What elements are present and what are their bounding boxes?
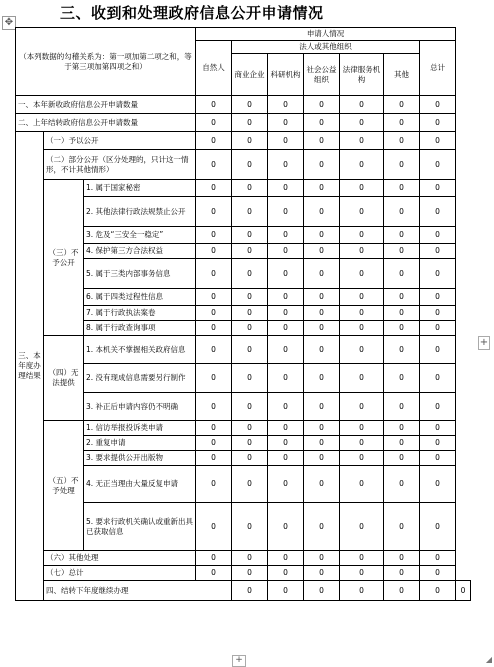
row-label: （六）其他处理 [44,551,196,566]
resize-handle-icon[interactable]: ◢ [485,655,492,664]
row-label: 1. 属于国家秘密 [84,180,196,197]
row-label: 四、结转下年度继续办理 [44,581,232,601]
value-cell[interactable]: 0 [420,364,456,393]
value-cell[interactable]: 0 [268,306,304,321]
value-cell[interactable]: 0 [304,150,340,180]
value-cell[interactable]: 0 [340,581,384,601]
value-cell[interactable]: 0 [340,306,384,321]
value-cell[interactable]: 0 [304,289,340,306]
row-label: （一）予以公开 [44,132,196,150]
value-cell[interactable]: 0 [384,227,420,244]
value-cell[interactable]: 0 [384,150,420,180]
value-cell[interactable]: 0 [268,259,304,289]
value-cell[interactable]: 0 [304,227,340,244]
value-cell[interactable]: 0 [420,150,456,180]
value-cell[interactable]: 0 [232,393,268,421]
header-applicant: 申请人情况 [196,28,456,41]
value-cell[interactable]: 0 [384,114,420,132]
value-cell[interactable]: 0 [384,180,420,197]
value-cell[interactable]: 0 [340,421,384,436]
value-cell[interactable]: 0 [304,321,340,336]
value-cell[interactable]: 0 [196,364,232,393]
value-cell[interactable]: 0 [384,566,420,581]
value-cell[interactable]: 0 [304,244,340,259]
value-cell[interactable]: 0 [196,306,232,321]
row-label: 4. 无正当理由大量反复申请 [84,466,196,503]
value-cell[interactable]: 0 [384,321,420,336]
value-cell[interactable]: 0 [384,581,420,601]
value-cell[interactable]: 0 [268,581,304,601]
row-label: 6. 属于四类过程性信息 [84,289,196,306]
value-cell[interactable]: 0 [268,566,304,581]
value-cell[interactable]: 0 [304,421,340,436]
value-cell[interactable]: 0 [268,393,304,421]
value-cell[interactable]: 0 [196,259,232,289]
add-row-icon[interactable]: + [232,655,246,667]
value-cell[interactable]: 0 [304,180,340,197]
value-cell[interactable]: 0 [232,306,268,321]
row-label: 7. 属于行政执法案卷 [84,306,196,321]
value-cell[interactable]: 0 [340,393,384,421]
value-cell[interactable]: 0 [384,244,420,259]
value-cell[interactable]: 0 [304,96,340,114]
value-cell[interactable]: 0 [340,150,384,180]
row-label: 3. 要求提供公开出版物 [84,451,196,466]
value-cell[interactable]: 0 [268,466,304,503]
value-cell[interactable]: 0 [304,306,340,321]
value-cell[interactable]: 0 [420,244,456,259]
value-cell[interactable]: 0 [232,364,268,393]
row-label: 8. 属于行政查询事项 [84,321,196,336]
value-cell[interactable]: 0 [196,96,232,114]
row-label: 5. 属于三类内部事务信息 [84,259,196,289]
value-cell[interactable]: 0 [384,451,420,466]
value-cell[interactable]: 0 [268,321,304,336]
add-column-icon[interactable]: + [479,337,489,348]
value-cell[interactable]: 0 [340,132,384,150]
group-label: （五）不予处理 [44,421,84,551]
value-cell[interactable]: 0 [420,503,456,551]
row-label: 3. 危及“三安全一稳定” [84,227,196,244]
value-cell[interactable]: 0 [196,321,232,336]
value-cell[interactable]: 0 [196,566,232,581]
value-cell[interactable]: 0 [304,551,340,566]
header-total: 总计 [420,41,456,96]
value-cell[interactable]: 0 [384,364,420,393]
value-cell[interactable]: 0 [268,289,304,306]
value-cell[interactable]: 0 [232,150,268,180]
value-cell[interactable]: 0 [340,259,384,289]
value-cell[interactable]: 0 [196,197,232,227]
value-cell[interactable]: 0 [232,244,268,259]
value-cell[interactable]: 0 [232,259,268,289]
value-cell[interactable]: 0 [304,581,340,601]
value-cell[interactable]: 0 [420,306,456,321]
value-cell[interactable]: 0 [304,197,340,227]
group-label: （三）不予公开 [44,180,84,336]
value-cell[interactable]: 0 [340,336,384,364]
value-cell[interactable]: 0 [340,364,384,393]
value-cell[interactable]: 0 [268,96,304,114]
value-cell[interactable]: 0 [232,436,268,451]
value-cell[interactable]: 0 [232,132,268,150]
value-cell[interactable]: 0 [304,114,340,132]
value-cell[interactable]: 0 [304,336,340,364]
value-cell[interactable]: 0 [232,114,268,132]
row-label: （七）总计 [44,566,196,581]
row-label: 4. 保护第三方合法权益 [84,244,196,259]
value-cell[interactable]: 0 [304,503,340,551]
row-label: 1. 信访举报投诉类申请 [84,421,196,436]
value-cell[interactable]: 0 [340,436,384,451]
value-cell[interactable]: 0 [268,421,304,436]
value-cell[interactable]: 0 [196,421,232,436]
value-cell[interactable]: 0 [384,132,420,150]
value-cell[interactable]: 0 [420,421,456,436]
value-cell[interactable]: 0 [420,259,456,289]
value-cell[interactable]: 0 [340,466,384,503]
value-cell[interactable]: 0 [196,227,232,244]
value-cell[interactable]: 0 [420,321,456,336]
value-cell[interactable]: 0 [268,132,304,150]
value-cell[interactable]: 0 [384,306,420,321]
header-research: 科研机构 [268,54,304,96]
row-label: 5. 要求行政机关确认或重新出具已获取信息 [84,503,196,551]
value-cell[interactable]: 0 [420,180,456,197]
value-cell[interactable]: 0 [268,197,304,227]
row-label: 二、上年结转政府信息公开申请数量 [16,114,196,132]
value-cell[interactable]: 0 [420,289,456,306]
value-cell[interactable]: 0 [268,180,304,197]
value-cell[interactable]: 0 [232,336,268,364]
value-cell[interactable]: 0 [420,227,456,244]
value-cell[interactable]: 0 [340,227,384,244]
value-cell[interactable]: 0 [384,289,420,306]
value-cell[interactable]: 0 [384,336,420,364]
value-cell[interactable]: 0 [268,503,304,551]
value-cell[interactable]: 0 [304,451,340,466]
value-cell[interactable]: 0 [420,393,456,421]
value-cell[interactable]: 0 [232,197,268,227]
value-cell[interactable]: 0 [232,421,268,436]
value-cell[interactable]: 0 [232,227,268,244]
value-cell[interactable]: 0 [196,336,232,364]
value-cell[interactable]: 0 [420,581,456,601]
table-move-handle-icon[interactable]: ✥ [2,16,16,30]
value-cell[interactable]: 0 [196,503,232,551]
value-cell[interactable]: 0 [268,114,304,132]
group-label: （四）无法提供 [44,336,84,421]
value-cell[interactable]: 0 [232,551,268,566]
value-cell[interactable]: 0 [340,197,384,227]
row-label: 2. 重复申请 [84,436,196,451]
header-other: 其他 [384,54,420,96]
value-cell[interactable]: 0 [304,364,340,393]
value-cell[interactable]: 0 [268,244,304,259]
value-cell[interactable]: 0 [340,321,384,336]
value-cell[interactable]: 0 [384,551,420,566]
value-cell[interactable]: 0 [196,132,232,150]
value-cell[interactable]: 0 [340,114,384,132]
info-disclosure-table [15,27,471,601]
value-cell[interactable]: 0 [232,566,268,581]
value-cell[interactable]: 0 [384,96,420,114]
value-cell[interactable]: 0 [232,289,268,306]
value-cell[interactable]: 0 [340,244,384,259]
value-cell[interactable]: 0 [384,466,420,503]
section-label: 三、本年度办理结果 [16,132,44,601]
value-cell[interactable]: 0 [340,503,384,551]
value-cell[interactable]: 0 [420,96,456,114]
value-cell[interactable]: 0 [232,96,268,114]
value-cell[interactable]: 0 [268,227,304,244]
value-cell[interactable]: 0 [268,436,304,451]
value-cell[interactable]: 0 [196,244,232,259]
value-cell[interactable]: 0 [340,566,384,581]
value-cell[interactable]: 0 [304,466,340,503]
value-cell[interactable]: 0 [304,436,340,451]
value-cell[interactable]: 0 [304,566,340,581]
value-cell[interactable]: 0 [196,114,232,132]
value-cell[interactable]: 0 [384,421,420,436]
value-cell[interactable]: 0 [384,503,420,551]
value-cell[interactable]: 0 [196,451,232,466]
value-cell[interactable]: 0 [340,451,384,466]
page-title: 三、收到和处理政府信息公开申请情况 [60,4,324,22]
header-legal-service: 法律服务机构 [340,54,384,96]
header-legal-group: 法人或其他组织 [232,41,420,54]
value-cell[interactable]: 0 [420,466,456,503]
value-cell[interactable]: 0 [340,551,384,566]
value-cell[interactable]: 0 [268,364,304,393]
value-cell[interactable]: 0 [196,180,232,197]
value-cell[interactable]: 0 [268,551,304,566]
value-cell[interactable]: 0 [420,132,456,150]
row-label: 2. 其他法律行政法规禁止公开 [84,197,196,227]
value-cell[interactable]: 0 [268,336,304,364]
value-cell[interactable]: 0 [268,451,304,466]
value-cell[interactable]: 0 [304,393,340,421]
value-cell[interactable]: 0 [384,393,420,421]
value-cell[interactable]: 0 [384,197,420,227]
value-cell[interactable]: 0 [420,436,456,451]
value-cell[interactable]: 0 [304,132,340,150]
value-cell[interactable]: 0 [196,150,232,180]
value-cell[interactable]: 0 [420,566,456,581]
row-label: 一、本年新收政府信息公开申请数量 [16,96,196,114]
row-label: 1. 本机关不掌握相关政府信息 [84,336,196,364]
row-label: 3. 补正后申请内容仍不明确 [84,393,196,421]
value-cell[interactable]: 0 [196,393,232,421]
value-cell[interactable]: 0 [232,451,268,466]
value-cell[interactable]: 0 [340,289,384,306]
value-cell[interactable]: 0 [340,180,384,197]
value-cell[interactable]: 0 [232,321,268,336]
header-social: 社会公益组织 [304,54,340,96]
value-cell[interactable]: 0 [420,336,456,364]
value-cell[interactable]: 0 [420,451,456,466]
value-cell[interactable]: 0 [232,581,268,601]
value-cell[interactable]: 0 [232,466,268,503]
value-cell[interactable]: 0 [420,197,456,227]
value-cell[interactable]: 0 [196,436,232,451]
value-cell[interactable]: 0 [420,114,456,132]
value-cell[interactable]: 0 [304,259,340,289]
row-label: 2. 没有现成信息需要另行制作 [84,364,196,393]
value-cell[interactable]: 0 [196,466,232,503]
value-cell[interactable]: 0 [456,581,471,601]
value-cell[interactable]: 0 [384,259,420,289]
value-cell[interactable]: 0 [196,551,232,566]
value-cell[interactable]: 0 [232,180,268,197]
value-cell[interactable]: 0 [268,150,304,180]
row-label: （二）部分公开（区分处理的，只计这一情形，不计其他情形） [44,150,196,180]
header-commercial: 商业企业 [232,54,268,96]
header-natural-person: 自然人 [196,41,232,96]
value-cell[interactable]: 0 [420,551,456,566]
value-cell[interactable]: 0 [384,436,420,451]
header-note: （本列数据的勾稽关系为：第一项加第二项之和，等于第三项加第四项之和） [16,28,196,96]
value-cell[interactable]: 0 [232,503,268,551]
value-cell[interactable]: 0 [196,289,232,306]
value-cell[interactable]: 0 [340,96,384,114]
